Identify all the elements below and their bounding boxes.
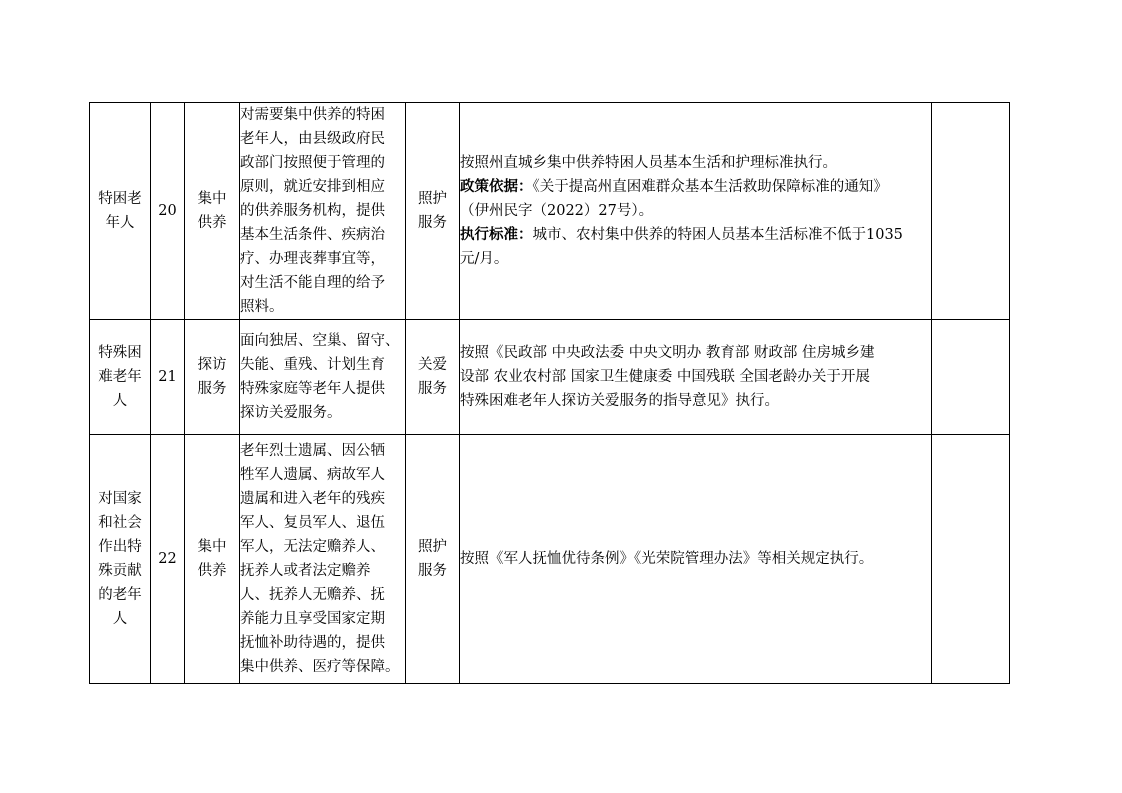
service-standard-cell: [460, 103, 932, 320]
service-list-table: [89, 102, 1010, 684]
remark-cell: [932, 435, 1010, 684]
table-row: [90, 103, 1010, 320]
item-number-cell: 22: [151, 435, 185, 684]
service-type-cell: 照护 服务: [406, 435, 460, 684]
standard-text: 按照州直城乡集中供养特困人员基本生活和护理标准执行。: [460, 155, 837, 171]
item-number-cell: 20: [151, 103, 185, 320]
service-description-cell: 老年烈士遗属、因公牺 牲军人遗属、病故军人 遗属和进入老年的残疾 军人、复员军人、退伍 军人，无法定赡养人、 抚养人或者法定赡养 人、抚养人无赡养、抚 养能力且享受国家定期 抚恤补助待遇的，提供 集中供养、医疗等保障。: [240, 435, 406, 684]
service-standard-cell: 按照《民政部 中央政法委 中央文明办 教育部 财政部 住房城乡建 设部 农业农村部 国家卫生健康委 中国残联 全国老龄办关于开展 特殊困难老年人探访关爱服务的指导意见》执行。: [460, 320, 932, 435]
policy-basis-text: 《关于提高州直困难群众基本生活救助保障标准的通知》: [532, 179, 888, 195]
target-group-cell: 特困老 年人: [90, 103, 151, 320]
execution-standard-label: 执行标准：: [460, 227, 533, 243]
service-description-cell: 面向独居、空巢、留守、 失能、重残、计划生育 特殊家庭等老年人提供 探访关爱服务。: [240, 320, 406, 435]
service-description-cell: 对需要集中供养的特困 老年人，由县级政府民 政部门按照便于管理的 原则，就近安排到相应 的供养服务机构，提供 基本生活条件、疾病治 疗、办理丧葬事宜等， 对生活不能自理的给予 照料。: [240, 103, 406, 320]
service-item-cell: 集中 供养: [185, 435, 240, 684]
service-standard-cell: 按照《军人抚恤优待条例》《光荣院管理办法》等相关规定执行。: [460, 435, 932, 684]
remark-cell: [932, 320, 1010, 435]
target-group-cell: 特殊困 难老年 人: [90, 320, 151, 435]
item-number-cell: 21: [151, 320, 185, 435]
service-type-cell: 照护 服务: [406, 103, 460, 320]
remark-cell: [932, 103, 1010, 320]
execution-standard-text: 城市、农村集中供养的特困人员基本生活标准不低于1035: [532, 227, 903, 243]
table-row: [90, 320, 1010, 435]
policy-basis-doc-number: （伊州民字（2022）27号）。: [460, 203, 654, 219]
service-type-cell: 关爱 服务: [406, 320, 460, 435]
service-item-cell: 探访 服务: [185, 320, 240, 435]
target-group-cell: 对国家 和社会 作出特 殊贡献 的老年 人: [90, 435, 151, 684]
service-item-cell: 集中 供养: [185, 103, 240, 320]
execution-standard-amount: 元/月。: [460, 251, 509, 267]
policy-basis-label: 政策依据：: [460, 179, 533, 195]
table-row: [90, 435, 1010, 684]
